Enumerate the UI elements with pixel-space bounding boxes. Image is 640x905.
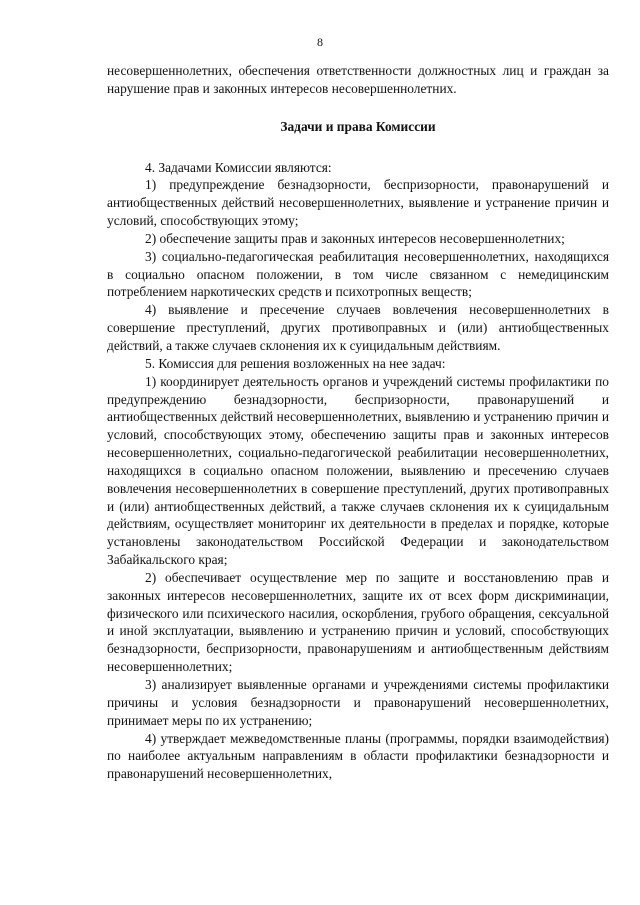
clause-4-item-2: 2) обеспечение защиты прав и законных интересов несовершеннолетних; (145, 230, 565, 246)
clause-5-item-4: 4) утверждает межведомственные планы (программы, порядки взаимодействия) по наиболее актуальным направлениям в области профилактики безнадзорности и правонарушений несовершеннолетних, (107, 730, 609, 782)
document-body (107, 62, 609, 783)
clause-5-item-3: 3) анализирует выявленные органами и учреждениями системы профилактики причины и условия безнадзорности и правонарушений несовершеннолетних, принимает меры по их устранению; (107, 677, 609, 728)
clause-5-item-1: 1) координирует деятельность органов и учреждений системы профилактики по предупреждению безнадзорности, беспризорности, правонарушений и антиобщественных действий несовершеннолетних, выявлению и устранению причин и условий, способствующих этому, обеспечению защиты прав и законных интересов несовершеннолетних, социально-педагогической реабилитации несовершеннолетних, находящихся в социально опасном положении, выявлению и пресечению случаев вовлечения несовершеннолетних в совершение преступлений, других противоправных и (или) антиобщественных действий, а также случаев склонения их к суицидальным действиям, осуществляет мониторинг их деятельности в пределах и порядке, которые установлены законодательством Российской Федерации и законодательством Забайкальского края; (107, 373, 609, 568)
clause-5-item-2: 2) обеспечивает осуществление мер по защите и восстановлению прав и законных интересов несовершеннолетних, защите их от всех форм дискриминации, физического или психического насилия, оскорбления, грубого обращения, сексуальной и иной эксплуатации, выявлению и устранению причин и условий, способствующих безнадзорности, беспризорности, правонарушениям и антиобщественным действиям несовершеннолетних; (107, 569, 609, 675)
clause-4-heading: 4. Задачами Комиссии являются: (145, 159, 332, 175)
clause-5-heading: 5. Комиссия для решения возложенных на нее задач: (145, 355, 446, 371)
clause-4-item-4: 4) выявление и пресечение случаев вовлечения несовершеннолетних в совершение преступлений, других противоправных и (или) антиобщественных действий, а также случаев склонения их к суицидальным действиям. (107, 302, 609, 353)
intro-paragraph: несовершеннолетних, обеспечения ответственности должностных лиц и граждан за нарушение прав и законных интересов несовершеннолетних. (107, 63, 609, 96)
clause-4-item-3: 3) социально-педагогическая реабилитация несовершеннолетних, находящихся в социально опасном положении, в том числе связанном с немедицинским потреблением наркотических средств и психотропных веществ; (107, 248, 609, 300)
page-number: 8 (317, 35, 323, 49)
clause-4-item-1: 1) предупреждение безнадзорности, беспризорности, правонарушений и антиобщественных действий несовершеннолетних, выявление и устранение причин и условий, способствующих этому; (107, 177, 609, 229)
section-title: Задачи и права Комиссии (280, 118, 436, 134)
